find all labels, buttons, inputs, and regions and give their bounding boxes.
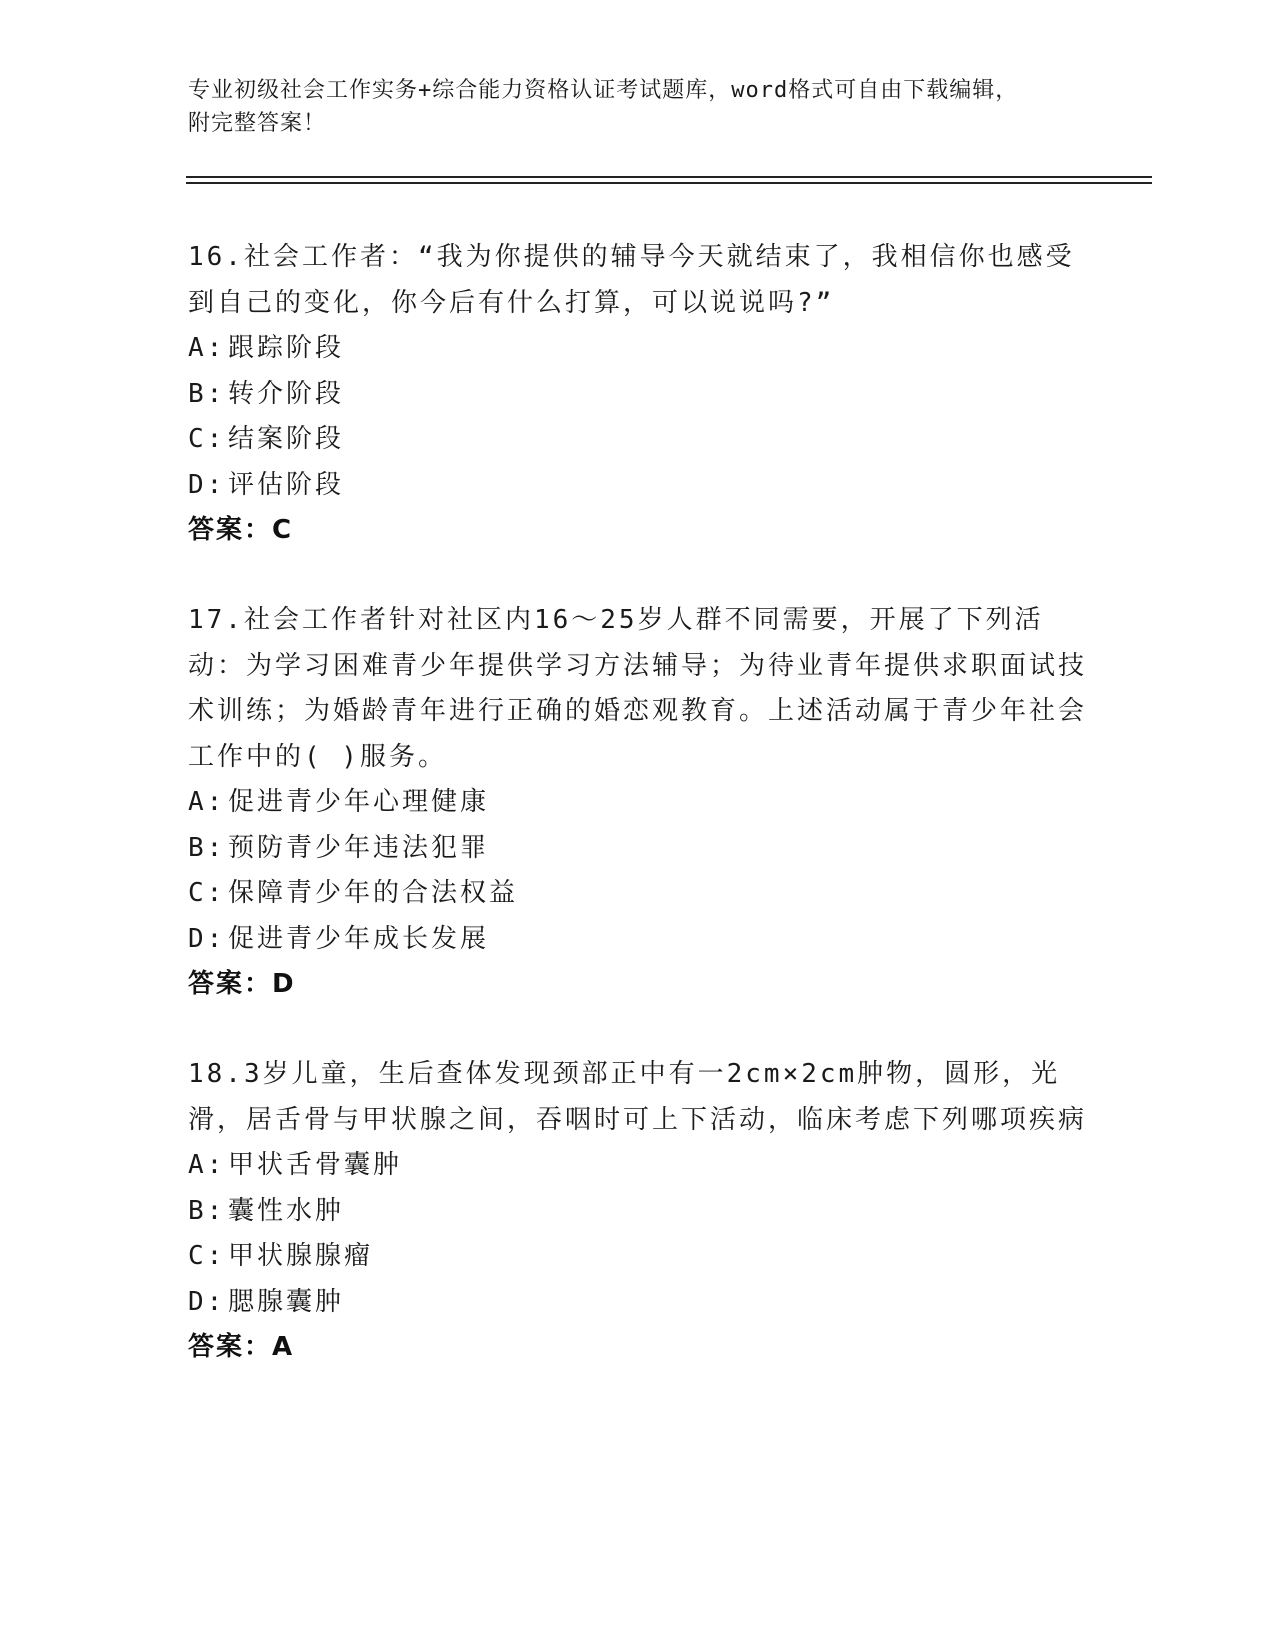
option-letter: A:: [188, 787, 226, 817]
option-text: 促进青少年心理健康: [228, 787, 490, 817]
option-a: [188, 780, 1088, 826]
option-b: [188, 826, 1088, 872]
header-line-1: 专业初级社会工作实务+综合能力资格认证考试题库，word格式可自由下载编辑，: [188, 78, 1019, 103]
option-letter: D:: [188, 469, 226, 500]
option-letter: B:: [188, 832, 226, 863]
answer-line: 答案：A: [188, 1332, 295, 1362]
question-stem: 18.3岁儿童，生后查体发现颈部正中有一2cm×2cm肿物，圆形，光滑，居舌骨与甲状腺之间，吞咽时可上下活动，临床考虑下列哪项疾病: [188, 1059, 1088, 1135]
option-letter: B:: [188, 1195, 226, 1226]
header-line-2: 附完整答案！: [188, 111, 327, 136]
option-c: [188, 871, 1088, 917]
question-17: [188, 598, 1088, 1008]
option-text: 预防青少年违法犯罪: [228, 832, 490, 863]
option-text: 腮腺囊肿: [228, 1286, 345, 1317]
option-letter: A:: [188, 333, 226, 363]
option-a: [188, 1143, 1088, 1189]
option-d: [188, 463, 1088, 509]
option-text: 转介阶段: [228, 378, 345, 409]
option-text: 结案阶段: [228, 424, 345, 454]
header-divider-bottom: [186, 182, 1152, 184]
answer-line: 答案：D: [188, 969, 296, 999]
question-18: [188, 1052, 1088, 1371]
answer-line: 答案：C: [188, 515, 294, 545]
question-stem: 17.社会工作者针对社区内16～25岁人群不同需要，开展了下列活动：为学习困难青少年提供学习方法辅导；为待业青年提供求职面试技术训练；为婚龄青年进行正确的婚恋观教育。上述活动属于青少年社会工作中的( )服务。: [188, 605, 1088, 772]
option-letter: C:: [188, 424, 226, 454]
question-stem: 16.社会工作者：“我为你提供的辅导今天就结束了，我相信你也感受到自己的变化，你今后有什么打算，可以说说吗?”: [188, 242, 1075, 318]
option-letter: C:: [188, 878, 226, 908]
header-divider-top: [186, 176, 1152, 178]
option-text: 保障青少年的合法权益: [228, 878, 519, 908]
option-text: 促进青少年成长发展: [228, 923, 490, 954]
option-d: [188, 917, 1088, 963]
option-letter: A:: [188, 1150, 226, 1180]
option-letter: B:: [188, 378, 226, 409]
document-header: [188, 74, 1088, 140]
option-b: [188, 1189, 1088, 1235]
option-text: 跟踪阶段: [228, 333, 345, 363]
option-text: 甲状腺腺瘤: [228, 1241, 374, 1271]
option-text: 囊性水肿: [228, 1195, 345, 1226]
option-text: 甲状舌骨囊肿: [228, 1150, 403, 1180]
question-16: [188, 235, 1088, 554]
option-letter: D:: [188, 1286, 226, 1317]
option-d: [188, 1280, 1088, 1326]
option-c: [188, 1234, 1088, 1280]
option-a: [188, 326, 1088, 372]
option-text: 评估阶段: [228, 469, 345, 500]
option-letter: C:: [188, 1241, 226, 1271]
option-letter: D:: [188, 923, 226, 954]
option-c: [188, 417, 1088, 463]
option-b: [188, 372, 1088, 418]
